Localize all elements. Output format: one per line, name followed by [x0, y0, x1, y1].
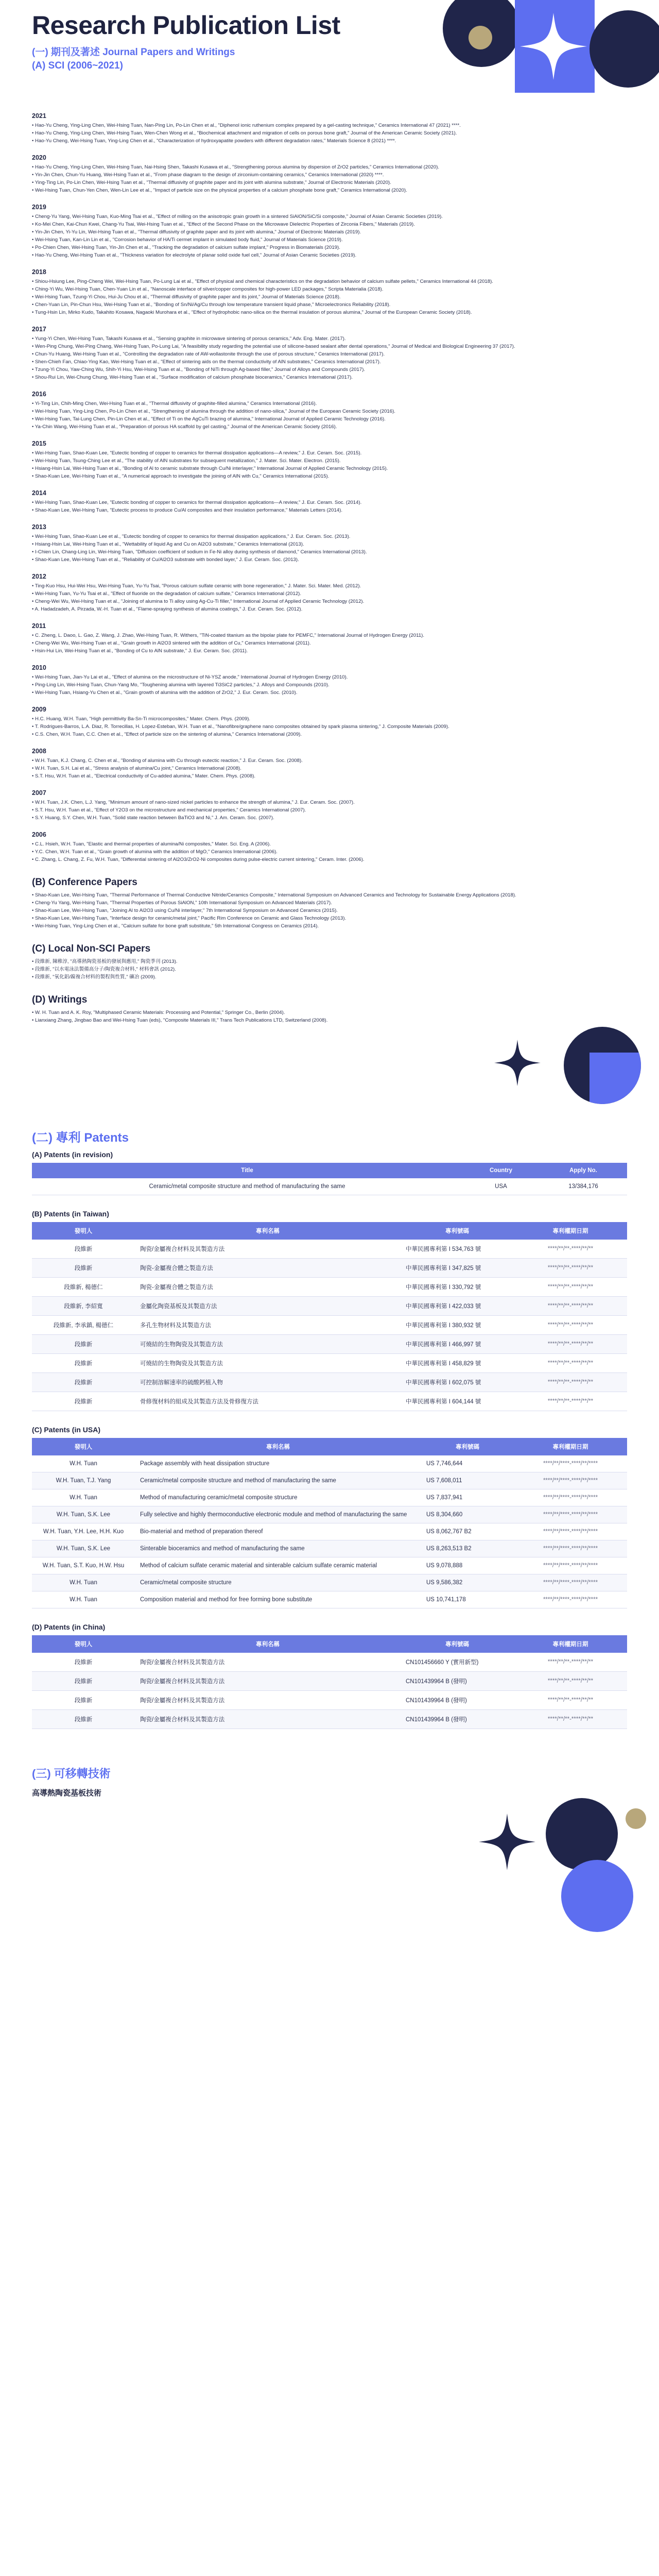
patent-number: 中華民國專利第 I 534,763 號 — [401, 1240, 514, 1259]
patent-title: 可控制溶解速率的硫酸鈣植入物 — [135, 1373, 401, 1392]
patent-term-date: ****/**/****-****/**/**** — [514, 1455, 627, 1472]
publication-item: • Wei-Hsing Tuan, Tzung-Yi Chou, Hui-Ju Chou et al., "Thermal diffusivity of graphite paper and its joint," Journal of Materials Science (2018). — [32, 293, 627, 301]
patent-inventor: W.H. Tuan, S.T. Kuo, H.W. Hsu — [32, 1557, 135, 1574]
patent-inventor: 段維新 — [32, 1691, 135, 1710]
publication-item: • C.L. Hsieh, W.H. Tuan, "Elastic and thermal properties of alumina/Ni composites," Mater. Sci. Eng. A (2006). — [32, 840, 627, 848]
patent-term-date: ****/**/****-****/**/**** — [514, 1472, 627, 1489]
publication-item: • Shao-Kuan Lee, Wei-Hsing Tuan, "Eutectic process to produce Cu/Al composites and their insulation performance," Materials Letters (2014). — [32, 506, 627, 514]
patent-number: 中華民國專利第 I 458,829 號 — [401, 1354, 514, 1373]
year-heading: 2015 — [32, 440, 46, 447]
publication-item: • W.H. Tuan, J.K. Chen, L.J. Yang, "Minimum amount of nano-sized nickel particles to enhance the strength of alumina," J. Eur. Ceram. Soc. (2007). — [32, 799, 627, 806]
conference-heading: (B) Conference Papers — [32, 877, 137, 888]
patent-inventor: 段維新 — [32, 1240, 135, 1259]
publication-item: • Hao-Yu Cheng, Ying-Ling Chen, Wei-Hsing Tuan, Wen-Chen Wong et al., "Biochemical attachment and migration of cells on porous bone graft," Journal of the American Ceramic Society (2021). — [32, 129, 627, 137]
decor-blue-circle — [561, 1860, 633, 1932]
publication-item: • C. Zheng, L. Daoo, L. Gao, Z. Wang, J. Zhao, Wei-Hsing Tuan, R. Withers, "TiN-coated titanium as the bipolar plate for PEMFC," International Journal of Hydrogen Energy (2011). — [32, 632, 627, 639]
decor-dark-circle — [564, 1027, 641, 1104]
patent-term-date: ****/**/**-****/**/** — [514, 1335, 627, 1354]
patent-number: US 9,078,888 — [421, 1557, 514, 1574]
patent-term-date: ****/**/**-****/**/** — [514, 1373, 627, 1392]
publication-item: • Hsiang-Hsin Lai, Wei-Hsing Tuan et al., "Wettability of liquid Ag and Cu on Al2O3 substrate," Ceramics International (2013). — [32, 540, 627, 548]
patent-inventor: W.H. Tuan — [32, 1591, 135, 1608]
table-row — [32, 1316, 627, 1335]
publication-item: • Hsin-Hui Lin, Wei-Hsing Tuan et al., "Bonding of Cu to AlN substrate," J. Eur. Ceram. Soc. (2011). — [32, 647, 627, 655]
year-heading: 2013 — [32, 523, 46, 531]
year-heading: 2018 — [32, 268, 46, 276]
patent-title: Composition material and method for free forming bone substitute — [135, 1591, 421, 1608]
patent-number: 中華民國專利第 I 380,932 號 — [401, 1316, 514, 1335]
year-heading: 2009 — [32, 706, 46, 713]
col-patent-no: 專利號碼 — [421, 1438, 514, 1455]
patent-inventor: 段維新 — [32, 1335, 135, 1354]
patent-title: Ceramic/metal composite structure and method of manufacturing the same — [135, 1472, 421, 1489]
publication-item: • Hao-Yu Cheng, Wei-Hsing Tuan et al., "Thickness variation for electrolyte of planar solid oxide fuel cell," Journal of Asian Ceramic Societies (2019). — [32, 251, 627, 259]
publication-item: • W.H. Tuan, K.J. Chang, C. Chen et al., "Bonding of alumina with Cu through eutectic reaction," J. Eur. Ceram. Soc. (2008). — [32, 757, 627, 765]
patent-number: US 7,746,644 — [421, 1455, 514, 1472]
publication-item: • Hao-Yu Cheng, Wei-Hsing Tuan, Ying-Ling Chen et al., "Characterization of hydroxyapatite powders with different degradation rates," Materials Science 8 (2021) ****. — [32, 137, 627, 145]
year-heading: 2021 — [32, 112, 46, 120]
publication-item: • Ko-Mei Chen, Kai-Chun Kwei, Chang-Yu Tsai, Wei-Hsing Tuan et al., "Effect of the Second Phase on the Microwave Dielectric Properties of Zirconia Fibers," Materials (2019). — [32, 221, 627, 228]
decor-dark-half-circle — [589, 10, 659, 88]
patent-number: 中華民國專利第 I 347,825 號 — [401, 1259, 514, 1278]
local-papers-heading: (C) Local Non-SCI Papers — [32, 943, 151, 954]
publication-item: • Cheng-Wei Wu, Wei-Hsing Tuan et al., "Grain growth in Al2O3 sintered with the addition of Cu," Ceramics International (2011). — [32, 639, 627, 647]
patent-title: 可燒結的生物陶瓷及其製造方法 — [135, 1335, 401, 1354]
col-inventor: 發明人 — [32, 1222, 135, 1240]
patent-apply-no: 13/384,176 — [540, 1178, 627, 1195]
publication-item: • Yin-Jin Chen, Chun-Yu Huang, Wei-Hsing Tuan et al., "From phase diagram to the design of zirconium-containing ceramics," Ceramics International (2020) ****. — [32, 171, 627, 179]
table-row — [32, 1653, 627, 1672]
patent-number: US 9,586,382 — [421, 1574, 514, 1591]
publication-item: • Yi-Ting Lin, Chih-Ming Chen, Wei-Hsing Tuan et al., "Thermal diffusivity of graphite-filled alumina," Ceramics International (2016). — [32, 400, 627, 408]
writings-list — [32, 1009, 627, 1024]
publication-item: • Po-Chien Chen, Wei-Hsing Tuan, Yin-Jin Chen et al., "Tracking the degradation of calcium sulfate implant," Progress in Biomaterials (2019). — [32, 244, 627, 251]
publication-item: • Hao-Yu Cheng, Ying-Ling Chen, Wei-Hsing Tuan, Nan-Ping Lin, Po-Lin Chen et al., "Diphenol ionic ruthenium complex prepared by a gel-casting technique," Ceramics International 47 (2021) ****. — [32, 122, 627, 129]
publication-item: • Hsiang-Hsin Lai, Wei-Hsing Tuan et al., "Bonding of Al to ceramic substrate through Cu/Ni interlayer," International Journal of Applied Ceramic Technology (2015). — [32, 465, 627, 472]
patent-term-date: ****/**/**-****/**/** — [514, 1392, 627, 1411]
patents-section — [0, 1127, 659, 1798]
patent-term-date: ****/**/****-****/**/**** — [514, 1489, 627, 1506]
year-heading: 2017 — [32, 326, 46, 333]
publication-item: • Wei-Hsing Tuan, Yu-Yu Tsai et al., "Effect of fluoride on the degradation of calcium sulfate," Ceramics International (2012). — [32, 590, 627, 598]
patent-term-date: ****/**/****-****/**/**** — [514, 1557, 627, 1574]
year-heading: 2011 — [32, 622, 46, 630]
publication-item: • Shao-Kuan Lee, Wei-Hsing Tuan et al., "A numerical approach to investigate the joining of AlN with Cu," Ceramics International (2015). — [32, 472, 627, 480]
year-heading: 2014 — [32, 489, 46, 497]
table-row — [32, 1354, 627, 1373]
patent-term-date: ****/**/****-****/**/**** — [514, 1574, 627, 1591]
publication-item: • S.Y. Huang, S.Y. Chen, W.H. Tuan, "Solid state reaction between BaTiO3 and Ni," J. Am. Ceram. Soc. (2007). — [32, 814, 627, 822]
publication-item: • W. H. Tuan and A. K. Roy, "Multiphased Ceramic Materials: Processing and Potential," Springer Co., Berlin (2004). — [32, 1009, 627, 1016]
patent-title: Fully selective and highly thermoconductive electronic module and method of manufacturing the same — [135, 1506, 421, 1523]
patent-term-date: ****/**/**-****/**/** — [514, 1316, 627, 1335]
patent-title: 金屬化陶瓷基板及其製造方法 — [135, 1297, 401, 1316]
table-row — [32, 1523, 627, 1540]
sci-heading: (A) SCI (2006~2021) — [32, 60, 123, 71]
patent-inventor: W.H. Tuan — [32, 1489, 135, 1506]
patent-number: CN101456660 Y (實用新型) — [401, 1653, 514, 1672]
patent-term-date: ****/**/****-****/**/**** — [514, 1506, 627, 1523]
table-row — [32, 1691, 627, 1710]
patents-usa-table — [32, 1438, 627, 1608]
table-row — [32, 1506, 627, 1523]
publication-item: • Y.C. Chen, W.H. Tuan et al., "Grain growth of alumina with the addition of MgO," Ceramics International (2006). — [32, 848, 627, 856]
patent-number: US 7,837,941 — [421, 1489, 514, 1506]
table-row — [32, 1335, 627, 1354]
col-title: 專利名稱 — [135, 1635, 401, 1653]
publication-item: • Shao-Kuan Lee, Wei-Hsing Tuan, "Thermal Performance of Thermal Conductive Nitride/Ceramics Composite," International Symposium on Advanced Ceramics and Technology for Sustainable Energy Applications (2018). — [32, 891, 627, 899]
hero — [0, 0, 659, 103]
publication-item: • A. Hadadzadeh, A. Pirzada, W.-H. Tuan et al., "Flame-spraying synthesis of alumina coatings," J. Eur. Ceram. Soc. (2012). — [32, 605, 627, 613]
col-title: 專利名稱 — [135, 1438, 421, 1455]
publication-item: • Hao-Yu Cheng, Ying-Ling Chen, Wei-Hsing Tuan, Nai-Hsing Shen, Takashi Kusawa et al., "Strengthening porous alumina by dispersion of ZrO2 particles," Ceramics International (2020). — [32, 163, 627, 171]
patent-term-date: ****/**/**-****/**/** — [514, 1710, 627, 1729]
publication-item: • Wen-Ping Chung, Wei-Ping Chang, Wei-Hsing Tuan, Po-Lung Lai, "A feasibility study regarding the potential use of silicone-based sealant after dental operations," Journal of Medical and Biological Engineering 37 (2017). — [32, 343, 627, 350]
patent-inventor: 段維新, 楊德仁 — [32, 1278, 135, 1297]
patent-title: 陶瓷/金屬複合材料及其製造方法 — [135, 1710, 401, 1729]
conference-list — [32, 891, 627, 930]
publication-item: • Shou-Rui Lin, Wei-Chung Chung, Wei-Hsing Tuan et al., "Surface modification of calcium phosphate bioceramics," Ceramics International (2017). — [32, 374, 627, 381]
patent-number: 中華民國專利第 I 602,075 號 — [401, 1373, 514, 1392]
patent-number: US 7,608,011 — [421, 1472, 514, 1489]
patents-china-heading: (D) Patents (in China) — [32, 1623, 106, 1631]
col-date: 專利權期日期 — [514, 1222, 627, 1240]
page-subtitle: (一) 期刊及著述 Journal Papers and Writings — [32, 47, 235, 58]
patent-term-date: ****/**/**-****/**/** — [514, 1653, 627, 1672]
col-patent-no: 專利號碼 — [401, 1222, 514, 1240]
patent-title: Method of calcium sulfate ceramic material and sinterable calcium sulfate ceramic material — [135, 1557, 421, 1574]
publication-item: • Wei-Hsing Tuan, Shao-Kuan Lee, "Eutectic bonding of copper to ceramics for thermal dissipation applications—A review," J. Eur. Ceram. Soc. (2014). — [32, 499, 627, 506]
table-row — [32, 1278, 627, 1297]
tech-transfer-heading: (三) 可移轉技術 — [32, 1767, 111, 1780]
patent-number: CN101439964 B (發明) — [401, 1672, 514, 1691]
patent-number: CN101439964 B (發明) — [401, 1691, 514, 1710]
sci-publication-list — [0, 112, 659, 863]
patent-term-date: ****/**/****-****/**/**** — [514, 1523, 627, 1540]
col-inventor: 發明人 — [32, 1635, 135, 1653]
patent-inventor: 段維新 — [32, 1373, 135, 1392]
decor-star-icon — [479, 1814, 535, 1870]
patent-title: Sinterable bioceramics and method of manufacturing the same — [135, 1540, 421, 1557]
bottom-decoration — [0, 1798, 659, 1927]
table-row — [32, 1574, 627, 1591]
patents-usa-heading: (C) Patents (in USA) — [32, 1426, 100, 1434]
patent-title: 陶瓷-金屬複合體之製造方法 — [135, 1259, 401, 1278]
conference-section — [0, 877, 659, 1024]
decor-star-icon — [494, 1040, 541, 1086]
col-apply-no: Apply No. — [540, 1163, 627, 1178]
patent-inventor: W.H. Tuan — [32, 1455, 135, 1472]
table-row — [32, 1259, 627, 1278]
publication-item: • Tzung-Yi Chou, Yaw-Ching Wu, Shih-Yi Hsu, Wei-Hsing Tuan et al., "Bonding of NiTi through Ag-based filler," Journal of Alloys and Compounds (2017). — [32, 366, 627, 374]
page-title: Research Publication List — [32, 11, 340, 40]
col-country: Country — [462, 1163, 540, 1178]
publication-item: • W.H. Tuan, S.H. Lai et al., "Stress analysis of alumina/Cu joint," Ceramics International (2008). — [32, 765, 627, 772]
patents-revision-table — [32, 1163, 627, 1195]
year-heading: 2016 — [32, 391, 46, 398]
patent-title: 可燒結的生物陶瓷及其製造方法 — [135, 1354, 401, 1373]
publication-item: • Shao-Kuan Lee, Wei-Hsing Tuan, "Joining Al to Al2O3 using Cu/Ni interlayer," 7th International Symposium on Advanced Ceramics (2015). — [32, 907, 627, 914]
publication-item: • Cheng-Yu Yang, Wei-Hsing Tuan, "Thermal Properties of Porous SiAlON," 10th International Symposium on Advanced Materials (2017). — [32, 899, 627, 907]
patents-revision-heading: (A) Patents (in revision) — [32, 1150, 113, 1159]
publication-item: • Wei-Hsing Tuan, Jian-Yu Lai et al., "Effect of alumina on the microstructure of Ni-YSZ anode," International Journal of Hydrogen Energy (2010). — [32, 673, 627, 681]
patents-china-table — [32, 1635, 627, 1729]
patents-heading: (二) 專利 Patents — [32, 1131, 129, 1145]
patent-number: US 8,062,767 B2 — [421, 1523, 514, 1540]
patent-title: Ceramic/metal composite structure and method of manufacturing the same — [32, 1178, 462, 1195]
table-row — [32, 1489, 627, 1506]
patent-title: 骨修復材料的組成及其製造方法及骨修復方法 — [135, 1392, 401, 1411]
patent-inventor: W.H. Tuan, Y.H. Lee, H.H. Kuo — [32, 1523, 135, 1540]
publication-item: • Ching-Yi Wu, Wei-Hsing Tuan, Chen-Yuan Lin et al., "Nanoscale interface of silver/copper composites for high-power LED packages," Scripta Materialia (2018). — [32, 285, 627, 293]
publication-item: • Chen-Yuan Lin, Pin-Chun Hsu, Wei-Hsing Tuan et al., "Bonding of Sn/Ni/Ag/Cu through low temperature transient liquid phase," Microelectronics Reliability (2018). — [32, 301, 627, 309]
publication-item: • Cheng-Yu Yang, Wei-Hsing Tuan, Kuo-Ming Tsai et al., "Effect of milling on the anisotropic grain growth in a sintered SiAlON/SiC/Si composite," Journal of Asian Ceramic Societies (2019). — [32, 213, 627, 221]
patent-number: US 8,304,660 — [421, 1506, 514, 1523]
patent-term-date: ****/**/**-****/**/** — [514, 1297, 627, 1316]
patent-inventor: W.H. Tuan — [32, 1574, 135, 1591]
col-date: 專利權期日期 — [514, 1635, 627, 1653]
year-heading: 2008 — [32, 748, 46, 755]
patent-number: 中華民國專利第 I 422,033 號 — [401, 1297, 514, 1316]
table-row — [32, 1373, 627, 1392]
patent-term-date: ****/**/**-****/**/** — [514, 1240, 627, 1259]
publication-item: • Cheng-Wei Wu, Wei-Hsing Tuan et al., "Joining of alumina to Ti alloy using Ag-Cu-Ti filler," International Journal of Applied Ceramic Technology (2012). — [32, 598, 627, 605]
publication-item: • Wei-Hsing Tuan, Tsung-Ching Lee et al., "The stability of AlN substrates for subsequent metallization," J. Mater. Sci. Mater. Electron. (2015). — [32, 457, 627, 465]
publication-item: • Wei-Hsing Tuan, Kan-Lin Lin et al., "Corrosion behavior of HA/Ti cermet implant in simulated body fluid," Journal of Materials Science (2019). — [32, 236, 627, 244]
publication-item: • Ping-Ling Lin, Wei-Hsing Tuan, Chun-Yang Mo, "Toughening alumina with layered Ti3SiC2 particles," J. Alloys and Compounds (2010). — [32, 681, 627, 689]
table-row — [32, 1455, 627, 1472]
table-row — [32, 1178, 627, 1195]
decor-star-icon — [520, 13, 587, 80]
publication-item: • S.T. Hsu, W.H. Tuan et al., "Electrical conductivity of Cu-added alumina," Mater. Chem. Phys. (2008). — [32, 772, 627, 780]
patent-title: 陶瓷/金屬複合材料及其製造方法 — [135, 1691, 401, 1710]
table-row — [32, 1392, 627, 1411]
publication-item: • Wei-Hsing Tuan, Chun-Yen Chen, Wen-Lin Lee et al., "Impact of particle size on the physical properties of a calcium phosphate bone graft," Ceramics International (2020). — [32, 187, 627, 194]
patent-term-date: ****/**/****-****/**/**** — [514, 1591, 627, 1608]
publication-item: • Yung-Yi Chen, Wei-Hsing Tuan, Takashi Kusawa et al., "Sensing graphite in microwave sintering of porous ceramics," Adv. Eng. Mater. (2017). — [32, 335, 627, 343]
patent-inventor: 段維新 — [32, 1653, 135, 1672]
table-row — [32, 1540, 627, 1557]
decor-olive-dot — [469, 26, 492, 49]
patent-title: 陶瓷/金屬複合材料及其製造方法 — [135, 1672, 401, 1691]
publication-item: • Lianxiang Zhang, Jingbao Bao and Wei-Hsing Tuan (eds), "Composite Materials III," Trans Tech Publications LTD, Switzerland (2008). — [32, 1016, 627, 1024]
patent-inventor: 段維新 — [32, 1392, 135, 1411]
publication-item: • Wei-Hsing Tuan, Shao-Kuan Lee et al., "Eutectic bonding of copper to ceramics for thermal dissipation applications," J. Eur. Ceram. Soc. (2013). — [32, 533, 627, 540]
year-heading: 2006 — [32, 831, 46, 838]
patent-number: 中華民國專利第 I 604,144 號 — [401, 1392, 514, 1411]
publication-item: • Wei-Hsing Tuan, Tai-Lung Chen, Pin-Lin Chen et al., "Effect of Ti on the AgCuTi brazing of alumina," International Journal of Applied Ceramic Technology (2016). — [32, 415, 627, 423]
table-row — [32, 1672, 627, 1691]
publication-item: • Wei-Hsing Tuan, Shao-Kuan Lee, "Eutectic bonding of copper to ceramics for thermal dissipation applications—A review," J. Eur. Ceram. Soc. (2015). — [32, 449, 627, 457]
col-title: Title — [32, 1163, 462, 1178]
year-heading: 2012 — [32, 573, 46, 580]
publication-item: • Yin-Jin Chen, Yi-Yu Lin, Wei-Hsing Tuan et al., "Thermal diffusivity of graphite paper and its joint with alumina," Journal of Electronic Materials (2019). — [32, 228, 627, 236]
patent-inventor: 段維新 — [32, 1710, 135, 1729]
year-heading: 2020 — [32, 154, 46, 161]
publication-item: • 段維新, "以水電泳法製備高分子/陶瓷複合材料," 材料會訊 (2012). — [32, 965, 627, 973]
local-papers-list — [32, 958, 627, 981]
year-heading: 2010 — [32, 664, 46, 671]
col-title: 專利名稱 — [135, 1222, 401, 1240]
patent-inventor: W.H. Tuan, S.K. Lee — [32, 1540, 135, 1557]
patent-title: 多孔生物材料及其製造方法 — [135, 1316, 401, 1335]
patent-number: CN101439964 B (發明) — [401, 1710, 514, 1729]
publication-item: • Wei-Hsing Tuan, Ying-Ling Chen et al., "Calcium sulfate for bone graft substitute," 5th International Congress on Ceramics (2014). — [32, 922, 627, 930]
patent-title: Ceramic/metal composite structure — [135, 1574, 421, 1591]
publication-item: • Shiou-Hsiung Lee, Ping-Cheng Wei, Wei-Hsing Tuan, Po-Lung Lai et al., "Effect of physical and chemical characteristics on the degradation behavior of calcium sulfate pellets," Ceramics International 44 (2018). — [32, 278, 627, 285]
publication-item: • Wei-Hsing Tuan, Ying-Ling Chen, Po-Lin Chen et al., "Strengthening of alumina through the addition of nano-silica," Journal of the European Ceramic Society (2016). — [32, 408, 627, 415]
table-row — [32, 1240, 627, 1259]
publication-item: • Ting-Kuo Hsu, Hui-Wei Hsu, Wei-Hsing Tuan, Yu-Yu Tsai, "Porous calcium sulfate ceramic with bone regeneration," J. Mater. Sci. Mater. Med. (2012). — [32, 582, 627, 590]
patent-number: 中華民國專利第 I 466,997 號 — [401, 1335, 514, 1354]
decor-olive-dot — [626, 1808, 646, 1829]
mid-decoration — [0, 1024, 659, 1122]
publication-item: • Wei-Hsing Tuan, Hsiang-Yu Chen et al., "Grain growth of alumina with the addition of ZrO2," J. Eur. Ceram. Soc. (2010). — [32, 689, 627, 697]
publication-item: • Shen-Chieh Fan, Chiao-Ying Kao, Wei-Hsing Tuan et al., "Effect of sintering aids on the thermal conductivity of AlN substrates," Ceramics International (2017). — [32, 358, 627, 366]
col-patent-no: 專利號碼 — [401, 1635, 514, 1653]
patent-inventor: 段維新, 李承鎮, 楊德仁 — [32, 1316, 135, 1335]
decor-blue-quarter — [589, 1053, 641, 1104]
patent-title: Bio-material and method of preparation thereof — [135, 1523, 421, 1540]
patent-term-date: ****/**/**-****/**/** — [514, 1259, 627, 1278]
publication-item: • Ying-Ting Lin, Po-Lin Chen, Wei-Hsing Tuan et al., "Thermal diffusivity of graphite paper and its joint with alumina substrate," Journal of Electronic Materials (2020). — [32, 179, 627, 187]
patent-term-date: ****/**/****-****/**/**** — [514, 1540, 627, 1557]
publication-item: • H.C. Huang, W.H. Tuan, "High permittivity Ba-Sn-Ti microcomposites," Mater. Chem. Phys. (2009). — [32, 715, 627, 723]
patent-inventor: W.H. Tuan, T.J. Yang — [32, 1472, 135, 1489]
patent-term-date: ****/**/**-****/**/** — [514, 1278, 627, 1297]
patent-term-date: ****/**/**-****/**/** — [514, 1672, 627, 1691]
patent-title: 陶瓷/金屬複合材料及其製造方法 — [135, 1653, 401, 1672]
patent-inventor: W.H. Tuan, S.K. Lee — [32, 1506, 135, 1523]
writings-heading: (D) Writings — [32, 994, 88, 1005]
patent-title: Method of manufacturing ceramic/metal composite structure — [135, 1489, 421, 1506]
table-row — [32, 1472, 627, 1489]
year-heading: 2019 — [32, 204, 46, 211]
table-row — [32, 1710, 627, 1729]
patents-taiwan-table — [32, 1222, 627, 1411]
tech-transfer-item: 高導熱陶瓷基板技術 — [32, 1789, 102, 1798]
col-inventor: 發明人 — [32, 1438, 135, 1455]
publication-item: • Chun-Yu Huang, Wei-Hsing Tuan et al., "Controlling the degradation rate of AW-wollastonite through the use of porous structure," Ceramics International (2017). — [32, 350, 627, 358]
patent-inventor: 段維新, 李紹寬 — [32, 1297, 135, 1316]
patent-title: 陶瓷-金屬複合體之製造方法 — [135, 1278, 401, 1297]
patent-title: Package assembly with heat dissipation structure — [135, 1455, 421, 1472]
patent-inventor: 段維新 — [32, 1259, 135, 1278]
year-heading: 2007 — [32, 789, 46, 796]
patent-number: 中華民國專利第 I 330,792 號 — [401, 1278, 514, 1297]
publication-item: • I-Chien Lin, Chang-Ling Lin, Wei-Hsing Tuan, "Diffusion coefficient of sodium in Fe-Ni alloy during synthesis of diamond," Ceramics International (2013). — [32, 548, 627, 556]
publication-item: • C. Zhang, L. Chang, Z. Fu, W.H. Tuan, "Differential sintering of Al2O3/ZrO2-Ni composites during pulse-electric current sintering," Ceram. Inter. (2006). — [32, 856, 627, 863]
patent-title: 陶瓷/金屬複合材料及其製造方法 — [135, 1240, 401, 1259]
patents-taiwan-heading: (B) Patents (in Taiwan) — [32, 1210, 109, 1218]
col-date: 專利權期日期 — [514, 1438, 627, 1455]
patent-term-date: ****/**/**-****/**/** — [514, 1354, 627, 1373]
publication-item: • Shao-Kuan Lee, Wei-Hsing Tuan et al., "Reliability of Cu/Al2O3 substrate with bonded layer," J. Eur. Ceram. Soc. (2013). — [32, 556, 627, 564]
table-row — [32, 1591, 627, 1608]
publication-item: • T. Rodrigues-Barros, L.A. Diaz, R. Torrecillas, H. Lopez-Esteban, W.H. Tuan et al., "Nanofibre/graphene nano composites obtained by spark plasma sintering," J. Composite Materials (2009). — [32, 723, 627, 731]
publication-item: • C.S. Chen, W.H. Tuan, C.C. Chen et al., "Effect of particle size on the sintering of alumina," Ceramics International (2009). — [32, 731, 627, 738]
publication-item: • Shao-Kuan Lee, Wei-Hsing Tuan, "Interface design for ceramic/metal joint," Pacific Rim Conference on Ceramic and Glass Technology (2013). — [32, 914, 627, 922]
publication-item: • 段維新, 陳稚淳, "高導熱陶瓷基板的發展與應用," 陶瓷季刊 (2013). — [32, 958, 627, 965]
patent-country: USA — [462, 1178, 540, 1195]
publication-item: • S.T. Hsu, W.H. Tuan et al., "Effect of Y2O3 on the microstructure and mechanical properties," Ceramics International (2007). — [32, 806, 627, 814]
patent-term-date: ****/**/**-****/**/** — [514, 1691, 627, 1710]
publication-item: • Ya-Chin Wang, Wei-Hsing Tuan et al., "Preparation of porous HA scaffold by gel casting," Journal of the American Ceramic Society (2016). — [32, 423, 627, 431]
patent-inventor: 段維新 — [32, 1354, 135, 1373]
patent-inventor: 段維新 — [32, 1672, 135, 1691]
decor-dark-circle — [546, 1798, 618, 1870]
publication-item: • 段維新, "氧化鋁/鎳複合材料的製程與性質," 礦冶 (2009). — [32, 973, 627, 981]
table-row — [32, 1557, 627, 1574]
table-row — [32, 1297, 627, 1316]
patent-number: US 10,741,178 — [421, 1591, 514, 1608]
patent-number: US 8,263,513 B2 — [421, 1540, 514, 1557]
publication-item: • Tung-Hsin Lin, Mirko Kudo, Takahito Kosawa, Nagaoki Murohara et al., "Effect of hydrophobic nano-silica on the thermal insulation of porous alumina," Journal of the European Ceramic Society (2018). — [32, 309, 627, 316]
